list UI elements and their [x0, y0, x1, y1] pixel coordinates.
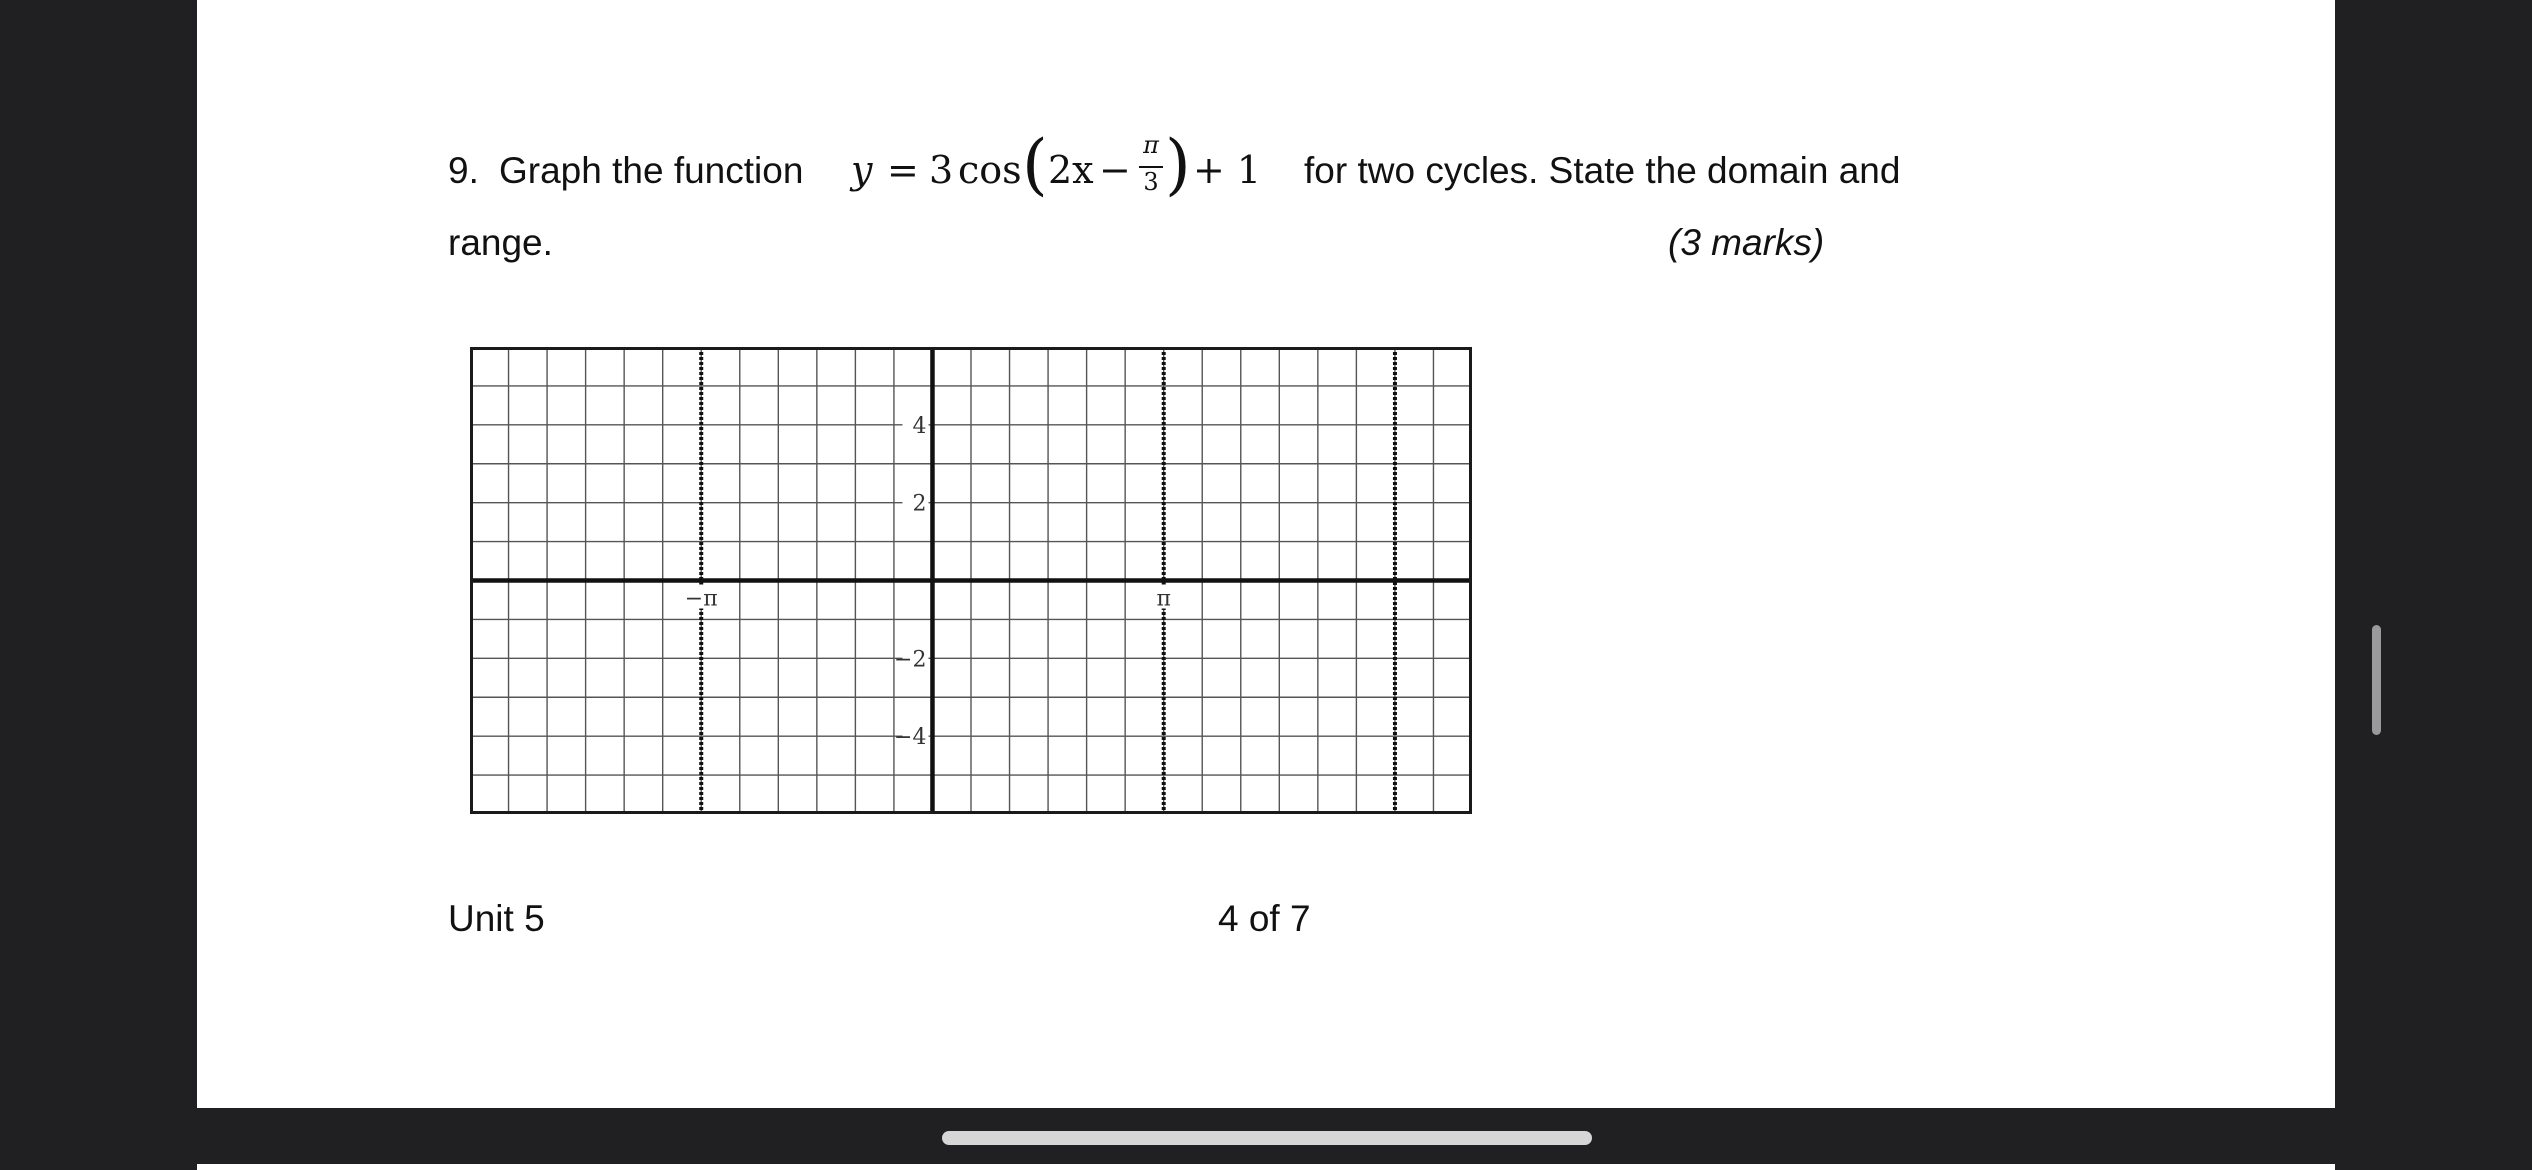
formula-y: y [851, 148, 873, 192]
formula-minus: − [1099, 148, 1131, 192]
footer-page-number: 4 of 7 [1218, 898, 1311, 939]
graph-paper [470, 347, 1472, 814]
marks-label: (3 marks) [1668, 222, 1825, 263]
y-tick-label: −4 [894, 725, 927, 751]
question-tail-text: for two cycles. State the domain and [1304, 150, 1901, 191]
formula-cos: cos [958, 148, 1022, 192]
scrollbar-thumb[interactable] [2372, 625, 2381, 735]
formula-plus-one: + 1 [1193, 148, 1262, 192]
formula-2x: 2x [1048, 148, 1094, 192]
formula-open-paren: ( [1022, 126, 1048, 203]
formula-close-paren: ) [1165, 126, 1191, 203]
next-page-edge [197, 1164, 2335, 1170]
x-tick-label: −π [684, 586, 718, 612]
home-indicator[interactable] [942, 1131, 1592, 1145]
y-tick-label: −2 [894, 647, 927, 673]
formula-equals: = [887, 148, 919, 192]
formula-fraction-numerator: π [1143, 131, 1159, 159]
y-tick-label: 4 [912, 413, 927, 439]
footer-unit: Unit 5 [448, 898, 545, 939]
x-tick-label: π [1156, 586, 1171, 612]
formula-coefficient: 3 [929, 148, 954, 192]
question-number: 9. [448, 150, 479, 191]
question-line2-text: range. [448, 222, 553, 263]
formula-fraction-denominator: 3 [1143, 168, 1159, 196]
question-lead-text: Graph the function [499, 150, 804, 191]
y-tick-label: 2 [912, 491, 927, 517]
